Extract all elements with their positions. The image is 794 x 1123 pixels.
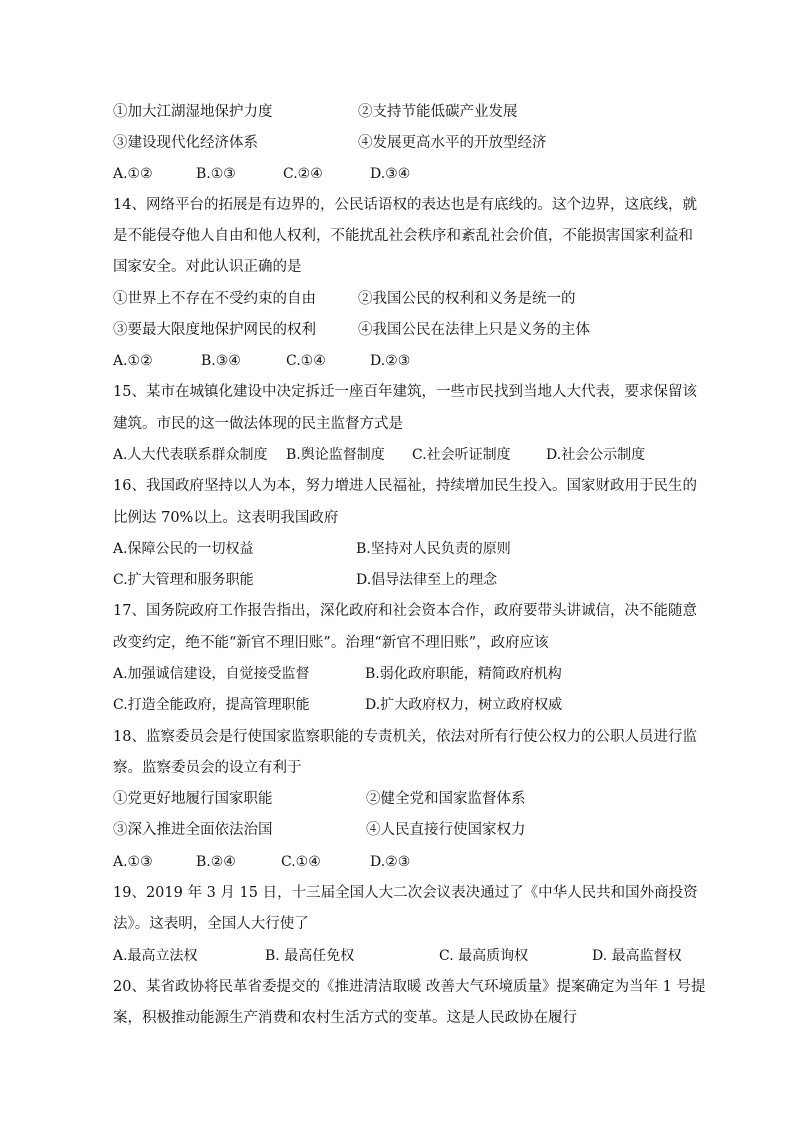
q14-option-a: A.①②	[113, 353, 153, 369]
q17-option-d: D.扩大政府权力，树立政府权威	[365, 697, 563, 713]
q17-stem-line-2: 改变约定，绝不能“新官不理旧账”。治理“新官不理旧账”，政府应该	[113, 635, 549, 651]
q19-option-b: B. 最高任免权	[265, 948, 355, 964]
q18-choice-4: ④人民直接行使国家权力	[366, 822, 526, 838]
q13-choice-4: ④发展更高水平的开放型经济	[358, 135, 547, 151]
q14-choice-row-2	[113, 320, 590, 340]
q15-option-b: B.舆论监督制度	[286, 447, 385, 463]
q16-stem-line-1: 16、我国政府坚持以人为本，努力增进人民福祉，持续增加民生投入。国家财政用于民生的	[113, 478, 697, 494]
q19-stem-line-1: 19、2019 年 3 月 15 日，十三届全国人大二次会议表决通过了《中华人民共和国外商投资	[113, 885, 698, 901]
q16-option-b: B.坚持对人民负责的原则	[356, 541, 511, 557]
q14-choice-1: ①世界上不存在不受约束的自由	[113, 291, 316, 307]
q18-choice-1: ①党更好地履行国家职能	[113, 791, 273, 807]
q15-option-c: C.社会听证制度	[412, 447, 511, 463]
q17-stem-line-1: 17、国务院政府工作报告指出，深化政府和社会资本合作，政府要带头讲诚信，决不能随意	[113, 603, 697, 619]
q14-option-c: C.①④	[286, 353, 326, 369]
q16-option-c: C.扩大管理和服务职能	[113, 572, 254, 588]
q13-option-c: C.②④	[283, 166, 323, 182]
q18-option-c: C.①④	[281, 854, 321, 870]
q16-option-d: D.倡导法律至上的理念	[356, 572, 498, 588]
q14-choice-4: ④我国公民在法律上只是义务的主体	[358, 322, 590, 338]
q17-option-b: B.弱化政府职能，精简政府机构	[365, 666, 562, 682]
q15-stem-line-2: 建筑。市民的这一做法体现的民主监督方式是	[113, 416, 403, 432]
q18-option-a: A.①③	[113, 854, 153, 870]
q18-stem-line-2: 察。监察委员会的设立有利于	[113, 760, 302, 776]
q14-option-b: B.③④	[201, 353, 241, 369]
q16-stem-line-2: 比例达 70%以上。这表明我国政府	[113, 510, 339, 526]
q18-choice-3: ③深入推进全面依法治国	[113, 822, 273, 838]
q15-option-a: A.人大代表联系群众制度	[113, 447, 268, 463]
q18-option-d: D.②③	[370, 854, 411, 870]
q15-option-d: D.社会公示制度	[546, 447, 646, 463]
q13-choice-row-2	[113, 133, 547, 153]
q18-choice-2: ②健全党和国家监督体系	[366, 791, 526, 807]
q13-choice-row-1	[113, 102, 518, 122]
q17-option-a: A.加强诚信建设，自觉接受监督	[113, 666, 310, 682]
q18-option-b: B.②④	[196, 854, 236, 870]
q18-choice-row-2	[113, 820, 526, 840]
q13-choice-2: ②支持节能低碳产业发展	[358, 104, 518, 120]
q13-option-a: A.①②	[113, 166, 153, 182]
q19-option-c: C. 最高质询权	[439, 948, 529, 964]
q19-option-d: D. 最高监督权	[592, 948, 682, 964]
q13-choice-1: ①加大江湖湿地保护力度	[113, 104, 273, 120]
q15-stem-line-1: 15、某市在城镇化建设中决定拆迁一座百年建筑，一些市民找到当地人大代表，要求保留该	[113, 384, 697, 400]
q13-choice-3: ③建设现代化经济体系	[113, 135, 258, 151]
q14-stem-line-2: 是不能侵夺他人自由和他人权利，不能扰乱社会秩序和紊乱社会价值，不能损害国家利益和	[113, 228, 693, 244]
q19-stem-line-2: 法》。这表明，全国人大行使了	[113, 916, 309, 932]
q14-option-d: D.②③	[370, 353, 411, 369]
q17-option-c: C.打造全能政府，提高管理职能	[113, 697, 310, 713]
q13-option-d: D.③④	[370, 166, 411, 182]
q16-option-a: A.保障公民的一切权益	[113, 541, 254, 557]
q18-stem-line-1: 18、监察委员会是行使国家监察职能的专责机关，依法对所有行使公权力的公职人员进行监	[113, 729, 697, 745]
q19-option-a: A.最高立法权	[113, 948, 198, 964]
q18-choice-row-1	[113, 789, 526, 809]
q14-choice-row-1	[113, 289, 576, 309]
q14-stem-line-3: 国家安全。对此认识正确的是	[113, 259, 302, 275]
q13-option-b: B.①③	[196, 166, 236, 182]
q20-stem-line-1: 20、某省政协将民革省委提交的《推进清洁取暖 改善大气环境质量》提案确定为当年 1 号提	[113, 979, 706, 995]
q14-choice-2: ②我国公民的权利和义务是统一的	[358, 291, 576, 307]
q14-choice-3: ③要最大限度地保护网民的权利	[113, 322, 316, 338]
q14-stem-line-1: 14、网络平台的拓展是有边界的，公民话语权的表达也是有底线的。这个边界，这底线，就	[113, 197, 697, 213]
q20-stem-line-2: 案，积极推动能源生产消费和农村生活方式的变革。这是人民政协在履行	[113, 1010, 577, 1026]
